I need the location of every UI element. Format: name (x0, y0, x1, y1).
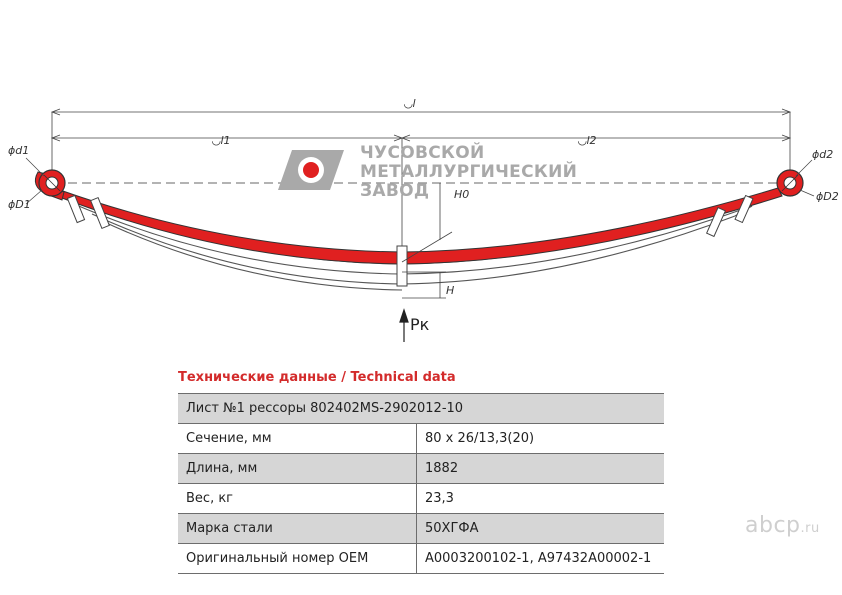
right-eye (777, 170, 803, 196)
table-row (178, 424, 664, 454)
watermark-main: abcp (745, 513, 801, 538)
spec-label: Оригинальный номер OEM (178, 544, 417, 574)
dim-total-label: ◡l (404, 97, 416, 110)
spec-value: 50ХГФА (417, 514, 665, 544)
spec-label: Длина, мм (178, 454, 417, 484)
logo-line-3: ЗАВОД (360, 181, 430, 201)
watermark-suffix: .ru (800, 521, 820, 536)
spec-header-row (178, 394, 664, 424)
table-row (178, 514, 664, 544)
table-row (178, 484, 664, 514)
left-eye (35, 170, 65, 200)
spec-label: Сечение, мм (178, 424, 417, 454)
spring-leaves (70, 196, 760, 290)
spec-label: Вес, кг (178, 484, 417, 514)
dim-l1-label: ◡l1 (212, 134, 231, 147)
spec-value: 1882 (417, 454, 665, 484)
label-H: H (446, 284, 455, 297)
label-D1: ϕD1 (8, 198, 31, 211)
logo-line-1: ЧУСОВСКОЙ (360, 143, 485, 163)
label-D2: ϕD2 (816, 190, 839, 203)
dim-l2-label: ◡l2 (578, 134, 597, 147)
company-logo (278, 141, 577, 201)
spec-value: 80 х 26/13,3(20) (417, 424, 665, 454)
label-Pk: Рк (410, 315, 430, 334)
label-d1: ϕd1 (8, 144, 30, 157)
table-row (178, 454, 664, 484)
label-H0: H0 (454, 188, 470, 201)
spec-header: Лист №1 рессоры 802402MS-2902012-10 (178, 394, 664, 424)
label-d2: ϕd2 (812, 148, 834, 161)
rebound-clips (67, 195, 753, 286)
spec-label: Марка стали (178, 514, 417, 544)
spec-value: 23,3 (417, 484, 665, 514)
logo-line-2: МЕТАЛЛУРГИЧЕСКИЙ (360, 162, 578, 182)
spec-value: A0003200102-1, A97432A00002-1 (417, 544, 665, 574)
load-arrow (400, 310, 408, 342)
watermark (745, 513, 820, 538)
spec-title: Технические данные / Technical data (178, 370, 456, 385)
spec-table (178, 393, 664, 574)
table-row (178, 544, 664, 574)
